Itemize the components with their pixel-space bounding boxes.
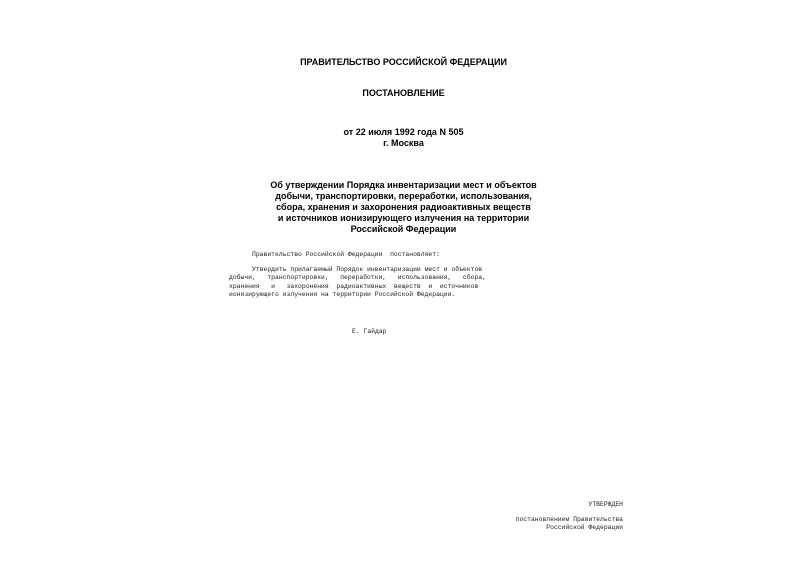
document-type-heading: ПОСТАНОВЛЕНИЕ — [362, 88, 445, 98]
title-line: и источников ионизирующего излучения на территории — [277, 213, 530, 223]
title-line: сбора, хранения и захоронения радиоактивных веществ — [276, 202, 531, 212]
paragraph-line: добычи, транспортировки, переработки, использования, сбора, — [229, 274, 486, 282]
government-heading: ПРАВИТЕЛЬСТВО РОССИЙСКОЙ ФЕДЕРАЦИИ — [300, 57, 507, 67]
date-number-line: от 22 июля 1992 года N 505 — [343, 127, 464, 137]
paragraph-line: хранения и захоронения радиоактивных веществ и источников — [229, 282, 479, 290]
title-line: Об утверждении Порядка инвентаризации мест и объектов — [270, 180, 537, 190]
title-line: Российской Федерации — [350, 224, 457, 234]
approved-stamp: УТВЕРЖДЕН — [588, 501, 623, 508]
approved-by-line: постановлением Правительства — [515, 516, 623, 523]
approved-by-line: Российской Федерации — [546, 524, 623, 532]
paragraph-line: Утвердить прилагаемый Порядок инвентаризации мест и объектов — [229, 266, 483, 273]
signature: Е. Гайдар — [352, 328, 387, 335]
decree-intro: Правительство Российской Федерации постановляет: — [229, 251, 440, 258]
title-line: добычи, транспортировки, переработки, использования, — [275, 191, 532, 201]
city-line: г. Москва — [383, 138, 424, 148]
paragraph-line: ионизирующего излучения на территории Российской Федерации. — [229, 291, 456, 299]
